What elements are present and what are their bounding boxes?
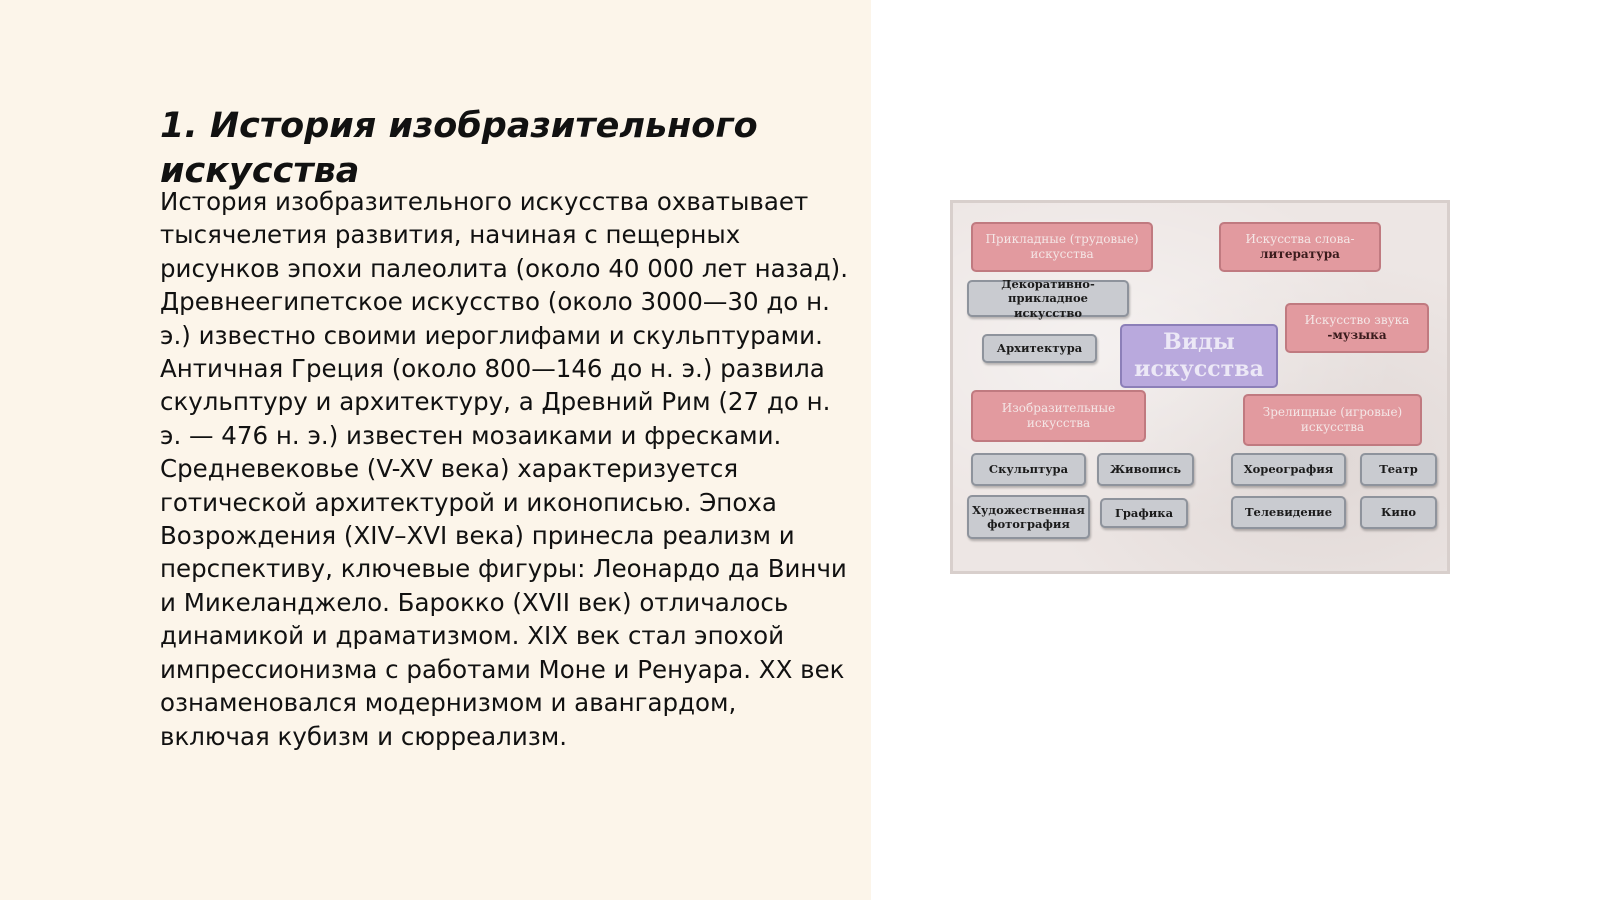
- diagram-label-sound-art: Искусство звука: [1304, 313, 1410, 327]
- diagram-label-graphics: Графика: [1114, 505, 1174, 520]
- diagram-label-center: Виды искусства: [1134, 328, 1264, 382]
- diagram-label-decorative: Декоративно-прикладное искусство: [1001, 276, 1095, 320]
- diagram-box-decorative: [967, 276, 1129, 320]
- diagram-label-music: -музыка: [1327, 328, 1387, 342]
- slide-body-text: История изобразительного искусства охватывает тысячелетия развития, начиная с пещерных рисунков эпохи палеолита (около 40 000 лет назад). Древнеегипетское искусство (около 3000—30 до н. э.) известно своими иероглифами и скульптурами. Античная Греция (около 800—146 до н. э.) развила скульптуру и архитектуру, а Древний Рим (27 до н. э. — 476 н. э.) известен мозаиками и фресками. Средневековье (V-XV века) характеризуется готической архитектурой и иконописью. Эпоха Возрождения (XIV–XVI века) принесла реализм и перспективу, ключевые фигуры: Леонардо да Винчи и Микеланджело. Барокко (XVII век) отличалось динамикой и драматизмом. XIX век стал эпохой импрессионизма с работами Моне и Ренуара. XX век ознаменовался модернизмом и авангардом, включая кубизм и сюрреализм.: [160, 187, 848, 751]
- diagram-label-architecture: Архитектура: [996, 341, 1083, 356]
- diagram-box-photography: [967, 495, 1090, 539]
- diagram-box-applied: [971, 222, 1153, 272]
- diagram-box-theatre: [1360, 453, 1437, 486]
- diagram-label-cinema: Кино: [1380, 505, 1417, 520]
- diagram-label-spectacle: Зрелищные (игровые) искусства: [1262, 405, 1403, 434]
- diagram-label-painting: Живопись: [1109, 462, 1182, 477]
- diagram-box-word-art: [1219, 222, 1381, 272]
- diagram-label-sculpture: Скульптура: [988, 462, 1069, 477]
- diagram-label-applied: Прикладные (трудовые) искусства: [985, 232, 1139, 261]
- diagram-label-literature: литература: [1260, 247, 1340, 261]
- slide-title: 1. История изобразительного искусства: [160, 106, 758, 191]
- diagram-box-sculpture: [971, 453, 1086, 486]
- diagram-label-choreography: Хореография: [1243, 462, 1334, 477]
- art-types-diagram: [950, 200, 1450, 574]
- diagram-label-word-art: Искусства слова-: [1245, 232, 1355, 246]
- diagram-label-fine-arts: Изобразительные искусства: [1001, 401, 1116, 430]
- diagram-box-fine-arts: [971, 390, 1146, 442]
- diagram-label-photography: Художественная фотография: [972, 502, 1085, 531]
- diagram-box-graphics: [1100, 498, 1188, 528]
- diagram-box-sound-art: [1285, 303, 1429, 353]
- diagram-box-choreography: [1231, 453, 1346, 486]
- diagram-box-architecture: [982, 334, 1097, 363]
- diagram-label-television: Телевидение: [1244, 505, 1333, 520]
- diagram-box-cinema: [1360, 496, 1437, 529]
- diagram-box-spectacle: [1243, 394, 1422, 446]
- diagram-box-television: [1231, 496, 1346, 529]
- diagram-box-center: [1120, 324, 1278, 388]
- diagram-label-theatre: Театр: [1379, 462, 1418, 477]
- diagram-box-painting: [1097, 453, 1194, 486]
